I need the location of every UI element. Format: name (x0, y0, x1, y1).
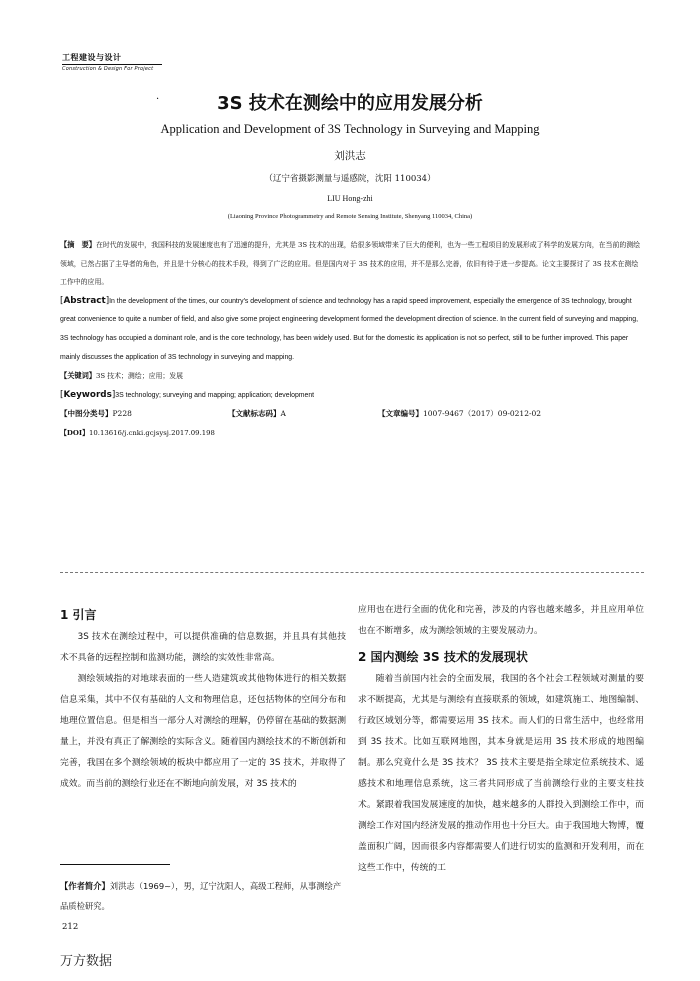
clc (60, 405, 132, 424)
section-2-paragraph-1: 随着当前国内社会的全面发展，我国的各个社会工程领域对测量的要求不断提高，尤其是与测绘有直接联系的领域，如建筑施工、地图编制、行政区域划分等，都需要运用 3S 技术。而人们的日常生活中，也经常用到 3S 技术。比如互联网地图，其本身就是运用 3S 技术形成的地图编制。那么究竟什么是 3S 技术？ 3S 技术主要是指全球定位系统技术、遥感技术和地理信息系统，这三者共同形成了当前测绘行业的主要支柱技术。紧跟着我国发展速度的加快，越来越多的人群投入到测绘工作中，而测绘工作对国内经济发展的推动作用也十分巨大。由于我国地大物博，覆盖面积广阔，因而很多内容都需要人们进行切实的监测和开发利用，而在这些工作中，传统的工 (358, 674, 644, 873)
affiliation-en: (Liaoning Province Photogrammetry and Remote Sensing Institute, Shenyang 110034, China) (227, 213, 473, 220)
keywords-en-label-wrap: [Keywords] (60, 389, 116, 400)
section-1-paragraph-2: 测绘领域指的对地球表面的一些人造建筑或其他物体进行的相关数据信息采集，其中不仅有基础的人文和物理信息，还包括物体的空间分布和地理位置信息。但是相当一部分人对测绘的理解，仍停留在基础的数据测量上，并没有真正了解测绘的实际含义。随着国内测绘技术的不断创新和完善，我国在多个测绘领域的板块中都应用了一定的 3S 技术，并取得了成效。而当前的测绘行业还在不断地向前发展，对 3S 技术的 (60, 674, 346, 789)
abstract-en-text: In the development of the times, our country's development of science and technology has a rapid speed improvement, especially the emergence of 3S technology, brought great convenience to quite a number of field, and also give some project engineering development formed the development direction of science. In the current field of surveying and mapping, 3S technology has occupied a dominant role, and is the core technology, has been widely used. But for the domestic its application is not so perfect, still to be further improved. This paper mainly discusses the application of 3S technology in surveying and mapping. (60, 297, 639, 361)
classification-row (60, 405, 644, 424)
clc-value: P228 (112, 409, 132, 419)
left-column (60, 603, 346, 795)
doi-row (60, 424, 644, 443)
title-cn: 3S 技术在测绘中的应用发展分析 (217, 93, 483, 114)
abstract-cn-label: 【摘 要】 (60, 240, 96, 249)
doc-code (228, 405, 286, 424)
abstract-en-label-wrap: [Abstract] (60, 295, 110, 306)
journal-name-cn: 工程建设与设计 (62, 53, 122, 62)
article-no-value: 1007-9467（2017）09-0212-02 (423, 409, 542, 419)
keywords-en-text: 3S technology; surveying and mapping; application; development (115, 391, 315, 399)
abstract-en (60, 292, 644, 367)
page-number: 212 (62, 922, 79, 932)
abstract-cn-text: 在时代的发展中，我国科技的发展速度也有了迅速的提升，尤其是 3S 技术的出现，给很多领域带来了巨大的便利，也为一些工程项目的发展形成了科学的发展方向，在当前的测绘领域，已然占据了主导者的角色，并且是十分核心的技术手段，得到了广泛的应用。但是国内对于 3S 技术的应用，并不是那么完善，依旧有待于进一步提高。论文主要探讨了 3S 技术在测绘工作中的应用。 (60, 241, 641, 287)
footnote-rule (60, 864, 170, 865)
keywords-cn-text: 3S 技术；测绘；应用；发展 (95, 372, 184, 381)
keywords-cn (60, 367, 644, 386)
abstract-block (60, 236, 644, 443)
journal-rule (62, 64, 162, 65)
doc-code-value: A (280, 409, 286, 419)
journal-name-en: Construction & Design For Project (62, 66, 154, 72)
title-en: Application and Development of 3S Technology in Surveying and Mapping (160, 122, 540, 136)
author-cn: 刘洪志 (334, 150, 366, 162)
dot-mark: · (156, 94, 160, 105)
doi-value: 10.13616/j.cnki.gcjsysj.2017.09.198 (88, 429, 215, 438)
keywords-en-label: Keywords (63, 389, 112, 400)
watermark: 万方数据 (60, 954, 113, 969)
affiliation-cn: （辽宁省摄影测量与遥感院，沈阳 110034） (264, 174, 436, 184)
section-1-paragraph-1: 3S 技术在测绘过程中，可以提供准确的信息数据，并且具有其他技术不具备的远程控制和监测功能，测绘的实效性非常高。 (60, 632, 346, 663)
footnote-label: 【作者简介】 (60, 881, 110, 891)
journal-header (62, 52, 162, 72)
right-paragraph-continued: 应用也在进行全面的优化和完善，涉及的内容也越来越多，并且应用单位也在不断增多，成为测绘领域的主要发展动力。 (358, 605, 644, 636)
article-no-label: 【文章编号】 (378, 409, 423, 419)
author-en: LIU Hong-zhi (327, 194, 373, 203)
keywords-cn-label: 【关键词】 (60, 371, 96, 381)
keywords-en (60, 386, 644, 406)
section-divider (60, 572, 644, 573)
abstract-en-label: Abstract (63, 295, 106, 306)
clc-label: 【中图分类号】 (60, 409, 113, 419)
doi-label: 【DOI】 (60, 429, 89, 438)
article-no (378, 405, 541, 424)
author-footnote (60, 876, 348, 916)
section-1-heading: 1 引言 (60, 608, 97, 622)
footnote-text: 刘洪志（1969~），男，辽宁沈阳人，高级工程师，从事测绘产品质检研究。 (60, 881, 342, 911)
doc-code-label: 【文献标志码】 (228, 409, 281, 419)
section-2-heading: 2 国内测绘 3S 技术的发展现状 (358, 650, 528, 664)
right-column (358, 600, 644, 879)
abstract-cn (60, 236, 644, 292)
